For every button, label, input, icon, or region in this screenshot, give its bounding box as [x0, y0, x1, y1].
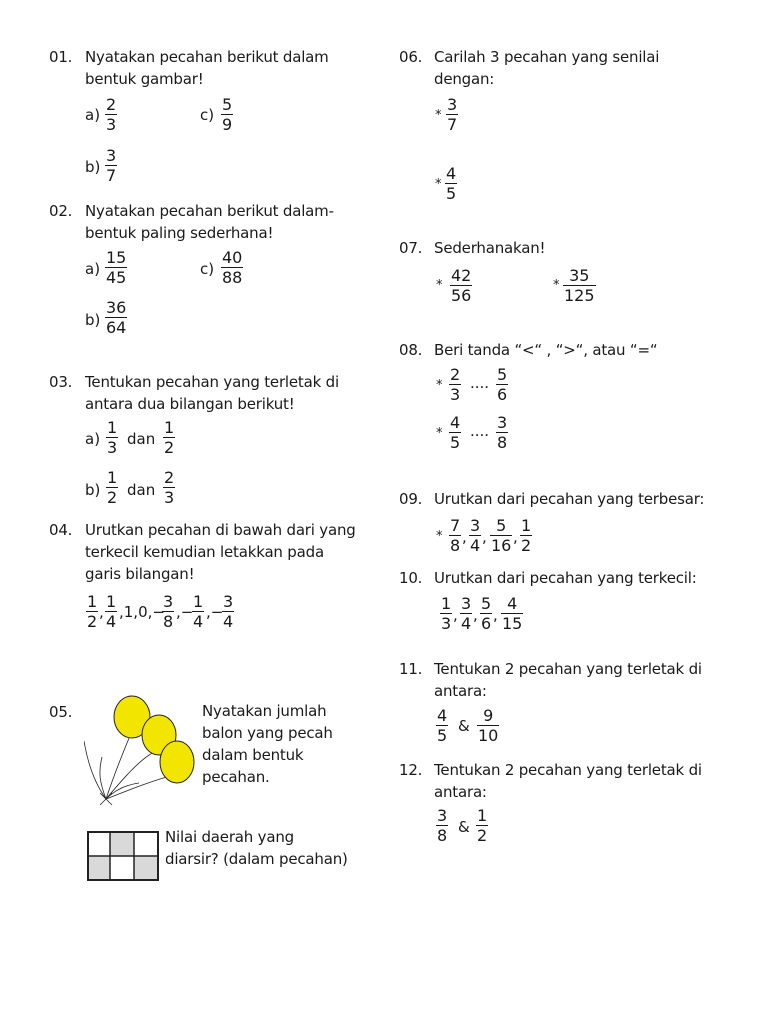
- separator: ,: [453, 606, 458, 624]
- comparison-dots: ....: [470, 374, 490, 392]
- bullet-star: *: [436, 278, 443, 293]
- question-text: Nyatakan jumlah: [202, 702, 327, 720]
- bullet-star: *: [436, 529, 443, 544]
- question-text: garis bilangan!: [85, 565, 195, 583]
- bullet-star: *: [436, 378, 443, 393]
- question-text: antara dua bilangan berikut!: [85, 395, 295, 413]
- shaded-grid: [86, 830, 160, 882]
- question-text: balon yang pecah: [202, 724, 333, 742]
- question-text: Nyatakan pecahan berikut dalam-: [85, 202, 334, 220]
- question-text: Beri tanda “<“ , “>“, atau “=“: [434, 341, 658, 359]
- fraction: $\frac{3}{8}$: [437, 806, 448, 845]
- separator: ,: [99, 603, 104, 621]
- question-text: Nilai daerah yang: [165, 828, 294, 846]
- item-label: b): [85, 481, 101, 499]
- conjunction: dan: [127, 481, 156, 499]
- fraction: $\frac{3}{8}$: [497, 413, 508, 452]
- fraction: $\frac{2}{3}$: [450, 365, 461, 404]
- question-number: 10.: [399, 569, 423, 587]
- separator: ,−: [206, 603, 224, 621]
- question-text: Urutkan pecahan di bawah dari yang: [85, 521, 356, 539]
- fraction: $\frac{1}{2}$: [521, 516, 532, 555]
- question-text: Urutkan dari pecahan yang terkecil:: [434, 569, 697, 587]
- question-number: 06.: [399, 48, 423, 66]
- fraction: $\frac{4}{5}$: [437, 706, 448, 745]
- item-label: a): [85, 260, 101, 278]
- fraction: $\frac{3}{7}$: [447, 95, 458, 134]
- fraction: $\frac{3}{4}$: [223, 592, 234, 631]
- fraction: $\frac{5}{16}$: [491, 516, 512, 555]
- bullet-star: *: [553, 278, 560, 293]
- question-number: 02.: [49, 202, 73, 220]
- comparison-dots: ....: [470, 422, 490, 440]
- ampersand: &: [458, 717, 470, 735]
- bullet-star: *: [435, 108, 442, 123]
- separator: ,: [482, 528, 487, 546]
- fraction: $\frac{4}{15}$: [502, 594, 523, 633]
- question-text: Nyatakan pecahan berikut dalam: [85, 48, 329, 66]
- question-text: terkecil kemudian letakkan pada: [85, 543, 324, 561]
- question-text: antara:: [434, 783, 487, 801]
- question-number: 04.: [49, 521, 73, 539]
- fraction: $\frac{2}{3}$: [106, 95, 117, 134]
- question-number: 12.: [399, 761, 423, 779]
- fraction: $\frac{3}{4}$: [461, 594, 472, 633]
- fraction: $\frac{1}{2}$: [164, 418, 175, 457]
- number-list: ,1,0,−: [119, 603, 165, 621]
- fraction: $\frac{35}{125}$: [564, 266, 595, 305]
- fraction: $\frac{1}{2}$: [87, 592, 98, 631]
- question-text: Tentukan pecahan yang terletak di: [85, 373, 339, 391]
- fraction: $\frac{40}{88}$: [222, 248, 243, 287]
- item-label: b): [85, 158, 101, 176]
- question-text: antara:: [434, 682, 487, 700]
- question-number: 11.: [399, 660, 423, 678]
- fraction: $\frac{1}{2}$: [477, 806, 488, 845]
- question-text: dengan:: [434, 70, 495, 88]
- fraction: $\frac{5}{6}$: [481, 594, 492, 633]
- fraction: $\frac{7}{8}$: [450, 516, 461, 555]
- question-text: dalam bentuk: [202, 746, 304, 764]
- separator: ,: [493, 606, 498, 624]
- separator: ,: [473, 606, 478, 624]
- question-text: bentuk paling sederhana!: [85, 224, 274, 242]
- question-number: 08.: [399, 341, 423, 359]
- fraction: $\frac{3}{4}$: [470, 516, 481, 555]
- question-number: 05.: [49, 703, 73, 721]
- question-text: bentuk gambar!: [85, 70, 204, 88]
- fraction: $\frac{36}{64}$: [106, 298, 127, 337]
- question-number: 07.: [399, 239, 423, 257]
- fraction: $\frac{1}{4}$: [193, 592, 204, 631]
- fraction: $\frac{15}{45}$: [106, 248, 127, 287]
- bullet-star: *: [436, 426, 443, 441]
- fraction: $\frac{1}{4}$: [106, 592, 117, 631]
- item-label: b): [85, 311, 101, 329]
- item-label: a): [85, 106, 101, 124]
- conjunction: dan: [127, 430, 156, 448]
- question-number: 03.: [49, 373, 73, 391]
- ampersand: &: [458, 818, 470, 836]
- separator: ,−: [176, 603, 194, 621]
- fraction: $\frac{4}{5}$: [450, 413, 461, 452]
- separator: ,: [513, 528, 518, 546]
- question-text: Tentukan 2 pecahan yang terletak di: [434, 761, 702, 779]
- question-text: Sederhanakan!: [434, 239, 546, 257]
- fraction: $\frac{3}{8}$: [163, 592, 174, 631]
- balloons-illustration: [84, 695, 200, 807]
- bullet-star: *: [435, 177, 442, 192]
- fraction: $\frac{9}{10}$: [478, 706, 499, 745]
- fraction: $\frac{42}{56}$: [451, 266, 472, 305]
- question-number: 09.: [399, 490, 423, 508]
- fraction: $\frac{5}{6}$: [497, 365, 508, 404]
- fraction: $\frac{4}{5}$: [446, 164, 457, 203]
- question-text: Tentukan 2 pecahan yang terletak di: [434, 660, 702, 678]
- fraction: $\frac{5}{9}$: [222, 95, 233, 134]
- fraction: $\frac{1}{3}$: [441, 594, 452, 633]
- separator: ,: [462, 528, 467, 546]
- item-label: c): [200, 260, 215, 278]
- item-label: a): [85, 430, 101, 448]
- question-text: pecahan.: [202, 768, 270, 786]
- fraction: $\frac{1}{3}$: [107, 418, 118, 457]
- question-text: Urutkan dari pecahan yang terbesar:: [434, 490, 705, 508]
- question-text: diarsir? (dalam pecahan): [165, 850, 348, 868]
- question-number: 01.: [49, 48, 73, 66]
- fraction: $\frac{1}{2}$: [107, 468, 118, 507]
- question-text: Carilah 3 pecahan yang senilai: [434, 48, 660, 66]
- fraction: $\frac{3}{7}$: [106, 146, 117, 185]
- item-label: c): [200, 106, 215, 124]
- fraction: $\frac{2}{3}$: [164, 468, 175, 507]
